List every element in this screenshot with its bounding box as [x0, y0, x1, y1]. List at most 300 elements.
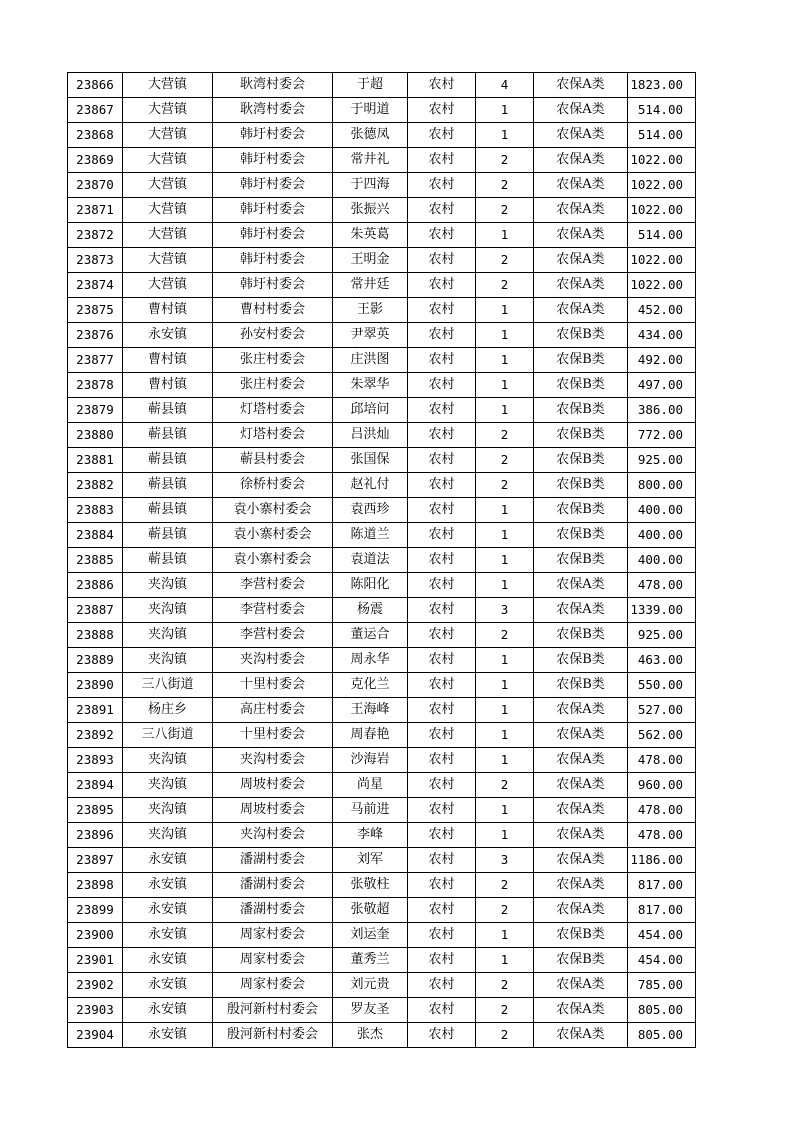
table-row: [68, 248, 696, 273]
records-table-body: [68, 73, 696, 1048]
household-type-cell: 农村: [408, 448, 476, 473]
town-cell: 蕲县镇: [123, 398, 213, 423]
household-type-cell: 农村: [408, 698, 476, 723]
member-count-cell: 1: [476, 323, 534, 348]
insurance-category-cell: 农保B类: [534, 923, 628, 948]
insurance-category-cell: 农保A类: [534, 298, 628, 323]
person-name-cell: 尹翠英: [333, 323, 408, 348]
record-id-cell: 23892: [68, 723, 123, 748]
amount-cell: 478.00: [628, 823, 696, 848]
member-count-cell: 1: [476, 523, 534, 548]
member-count-cell: 2: [476, 1023, 534, 1048]
amount-cell: 785.00: [628, 973, 696, 998]
village-committee-cell: 韩圩村委会: [213, 248, 333, 273]
village-committee-cell: 曹村村委会: [213, 298, 333, 323]
member-count-cell: 1: [476, 823, 534, 848]
table-row: [68, 848, 696, 873]
record-id-cell: 23889: [68, 648, 123, 673]
amount-cell: 805.00: [628, 1023, 696, 1048]
amount-cell: 1022.00: [628, 273, 696, 298]
amount-cell: 454.00: [628, 923, 696, 948]
record-id-cell: 23901: [68, 948, 123, 973]
member-count-cell: 1: [476, 648, 534, 673]
insurance-category-cell: 农保A类: [534, 998, 628, 1023]
record-id-cell: 23898: [68, 873, 123, 898]
amount-cell: 514.00: [628, 123, 696, 148]
household-type-cell: 农村: [408, 923, 476, 948]
insurance-category-cell: 农保B类: [534, 673, 628, 698]
town-cell: 大营镇: [123, 173, 213, 198]
person-name-cell: 陈阳化: [333, 573, 408, 598]
village-committee-cell: 韩圩村委会: [213, 273, 333, 298]
amount-cell: 478.00: [628, 798, 696, 823]
amount-cell: 400.00: [628, 523, 696, 548]
town-cell: 曹村镇: [123, 298, 213, 323]
insurance-category-cell: 农保A类: [534, 598, 628, 623]
town-cell: 永安镇: [123, 848, 213, 873]
person-name-cell: 周永华: [333, 648, 408, 673]
amount-cell: 1022.00: [628, 148, 696, 173]
person-name-cell: 袁西珍: [333, 498, 408, 523]
village-committee-cell: 夹沟村委会: [213, 648, 333, 673]
record-id-cell: 23897: [68, 848, 123, 873]
town-cell: 大营镇: [123, 73, 213, 98]
household-type-cell: 农村: [408, 398, 476, 423]
record-id-cell: 23903: [68, 998, 123, 1023]
town-cell: 蕲县镇: [123, 498, 213, 523]
table-row: [68, 823, 696, 848]
household-type-cell: 农村: [408, 998, 476, 1023]
member-count-cell: 1: [476, 923, 534, 948]
town-cell: 曹村镇: [123, 373, 213, 398]
amount-cell: 960.00: [628, 773, 696, 798]
insurance-category-cell: 农保B类: [534, 948, 628, 973]
town-cell: 永安镇: [123, 323, 213, 348]
village-committee-cell: 李营村委会: [213, 598, 333, 623]
insurance-category-cell: 农保B类: [534, 623, 628, 648]
table-row: [68, 548, 696, 573]
household-type-cell: 农村: [408, 373, 476, 398]
village-committee-cell: 周坡村委会: [213, 773, 333, 798]
town-cell: 大营镇: [123, 248, 213, 273]
amount-cell: 1186.00: [628, 848, 696, 873]
village-committee-cell: 韩圩村委会: [213, 198, 333, 223]
amount-cell: 400.00: [628, 548, 696, 573]
town-cell: 蕲县镇: [123, 423, 213, 448]
member-count-cell: 1: [476, 123, 534, 148]
person-name-cell: 张敬超: [333, 898, 408, 923]
household-type-cell: 农村: [408, 323, 476, 348]
member-count-cell: 2: [476, 623, 534, 648]
amount-cell: 514.00: [628, 98, 696, 123]
household-type-cell: 农村: [408, 573, 476, 598]
table-row: [68, 698, 696, 723]
village-committee-cell: 十里村委会: [213, 723, 333, 748]
amount-cell: 925.00: [628, 448, 696, 473]
amount-cell: 1022.00: [628, 248, 696, 273]
record-id-cell: 23888: [68, 623, 123, 648]
person-name-cell: 周春艳: [333, 723, 408, 748]
insurance-category-cell: 农保A类: [534, 1023, 628, 1048]
person-name-cell: 李峰: [333, 823, 408, 848]
insurance-category-cell: 农保B类: [534, 548, 628, 573]
village-committee-cell: 周家村委会: [213, 948, 333, 973]
village-committee-cell: 徐桥村委会: [213, 473, 333, 498]
record-id-cell: 23874: [68, 273, 123, 298]
record-id-cell: 23870: [68, 173, 123, 198]
amount-cell: 1022.00: [628, 198, 696, 223]
table-row: [68, 973, 696, 998]
table-row: [68, 373, 696, 398]
insurance-category-cell: 农保A类: [534, 248, 628, 273]
insurance-category-cell: 农保B类: [534, 323, 628, 348]
person-name-cell: 马前进: [333, 798, 408, 823]
amount-cell: 386.00: [628, 398, 696, 423]
member-count-cell: 4: [476, 73, 534, 98]
insurance-category-cell: 农保A类: [534, 198, 628, 223]
record-id-cell: 23900: [68, 923, 123, 948]
household-type-cell: 农村: [408, 423, 476, 448]
insurance-category-cell: 农保A类: [534, 223, 628, 248]
insurance-category-cell: 农保B类: [534, 373, 628, 398]
amount-cell: 800.00: [628, 473, 696, 498]
member-count-cell: 3: [476, 848, 534, 873]
household-type-cell: 农村: [408, 873, 476, 898]
town-cell: 夹沟镇: [123, 573, 213, 598]
village-committee-cell: 潘湖村委会: [213, 873, 333, 898]
amount-cell: 817.00: [628, 873, 696, 898]
person-name-cell: 于四海: [333, 173, 408, 198]
insurance-category-cell: 农保A类: [534, 798, 628, 823]
member-count-cell: 2: [476, 473, 534, 498]
record-id-cell: 23895: [68, 798, 123, 823]
member-count-cell: 2: [476, 448, 534, 473]
record-id-cell: 23868: [68, 123, 123, 148]
member-count-cell: 1: [476, 348, 534, 373]
member-count-cell: 2: [476, 873, 534, 898]
insurance-category-cell: 农保B类: [534, 423, 628, 448]
town-cell: 蕲县镇: [123, 523, 213, 548]
table-row: [68, 948, 696, 973]
household-type-cell: 农村: [408, 623, 476, 648]
table-row: [68, 98, 696, 123]
insurance-category-cell: 农保B类: [534, 398, 628, 423]
amount-cell: 400.00: [628, 498, 696, 523]
household-type-cell: 农村: [408, 973, 476, 998]
table-row: [68, 398, 696, 423]
member-count-cell: 1: [476, 223, 534, 248]
insurance-category-cell: 农保B类: [534, 448, 628, 473]
table-row: [68, 923, 696, 948]
insurance-category-cell: 农保A类: [534, 973, 628, 998]
person-name-cell: 袁道法: [333, 548, 408, 573]
person-name-cell: 王影: [333, 298, 408, 323]
town-cell: 永安镇: [123, 923, 213, 948]
record-id-cell: 23869: [68, 148, 123, 173]
village-committee-cell: 张庄村委会: [213, 348, 333, 373]
member-count-cell: 1: [476, 573, 534, 598]
person-name-cell: 刘军: [333, 848, 408, 873]
amount-cell: 817.00: [628, 898, 696, 923]
village-committee-cell: 灯塔村委会: [213, 423, 333, 448]
town-cell: 永安镇: [123, 998, 213, 1023]
town-cell: 夹沟镇: [123, 598, 213, 623]
person-name-cell: 尚星: [333, 773, 408, 798]
person-name-cell: 克化兰: [333, 673, 408, 698]
member-count-cell: 1: [476, 673, 534, 698]
household-type-cell: 农村: [408, 673, 476, 698]
village-committee-cell: 蕲县村委会: [213, 448, 333, 473]
member-count-cell: 2: [476, 198, 534, 223]
insurance-category-cell: 农保A类: [534, 748, 628, 773]
insurance-category-cell: 农保A类: [534, 148, 628, 173]
amount-cell: 514.00: [628, 223, 696, 248]
record-id-cell: 23886: [68, 573, 123, 598]
town-cell: 蕲县镇: [123, 473, 213, 498]
table-row: [68, 648, 696, 673]
table-row: [68, 323, 696, 348]
town-cell: 夹沟镇: [123, 648, 213, 673]
household-type-cell: 农村: [408, 898, 476, 923]
person-name-cell: 赵礼付: [333, 473, 408, 498]
table-row: [68, 523, 696, 548]
amount-cell: 562.00: [628, 723, 696, 748]
table-row: [68, 898, 696, 923]
person-name-cell: 王海峰: [333, 698, 408, 723]
record-id-cell: 23885: [68, 548, 123, 573]
member-count-cell: 1: [476, 798, 534, 823]
household-type-cell: 农村: [408, 748, 476, 773]
person-name-cell: 刘元贵: [333, 973, 408, 998]
household-type-cell: 农村: [408, 648, 476, 673]
village-committee-cell: 张庄村委会: [213, 373, 333, 398]
table-row: [68, 273, 696, 298]
record-id-cell: 23871: [68, 198, 123, 223]
household-type-cell: 农村: [408, 273, 476, 298]
record-id-cell: 23876: [68, 323, 123, 348]
member-count-cell: 1: [476, 698, 534, 723]
town-cell: 夹沟镇: [123, 773, 213, 798]
person-name-cell: 张国保: [333, 448, 408, 473]
village-committee-cell: 李营村委会: [213, 573, 333, 598]
person-name-cell: 张振兴: [333, 198, 408, 223]
insurance-category-cell: 农保B类: [534, 348, 628, 373]
household-type-cell: 农村: [408, 823, 476, 848]
record-id-cell: 23873: [68, 248, 123, 273]
village-committee-cell: 灯塔村委会: [213, 398, 333, 423]
household-type-cell: 农村: [408, 1023, 476, 1048]
person-name-cell: 杨震: [333, 598, 408, 623]
table-row: [68, 748, 696, 773]
person-name-cell: 常井礼: [333, 148, 408, 173]
record-id-cell: 23867: [68, 98, 123, 123]
town-cell: 夹沟镇: [123, 748, 213, 773]
amount-cell: 550.00: [628, 673, 696, 698]
record-id-cell: 23890: [68, 673, 123, 698]
table-row: [68, 723, 696, 748]
household-type-cell: 农村: [408, 123, 476, 148]
record-id-cell: 23879: [68, 398, 123, 423]
record-id-cell: 23866: [68, 73, 123, 98]
town-cell: 永安镇: [123, 873, 213, 898]
town-cell: 永安镇: [123, 898, 213, 923]
table-row: [68, 473, 696, 498]
person-name-cell: 罗友圣: [333, 998, 408, 1023]
member-count-cell: 1: [476, 373, 534, 398]
member-count-cell: 1: [476, 398, 534, 423]
village-committee-cell: 夹沟村委会: [213, 748, 333, 773]
village-committee-cell: 韩圩村委会: [213, 123, 333, 148]
record-id-cell: 23875: [68, 298, 123, 323]
village-committee-cell: 李营村委会: [213, 623, 333, 648]
table-row: [68, 223, 696, 248]
village-committee-cell: 十里村委会: [213, 673, 333, 698]
table-row: [68, 198, 696, 223]
person-name-cell: 庄洪图: [333, 348, 408, 373]
member-count-cell: 2: [476, 898, 534, 923]
record-id-cell: 23882: [68, 473, 123, 498]
village-committee-cell: 夹沟村委会: [213, 823, 333, 848]
table-row: [68, 873, 696, 898]
town-cell: 大营镇: [123, 148, 213, 173]
village-committee-cell: 韩圩村委会: [213, 148, 333, 173]
household-type-cell: 农村: [408, 948, 476, 973]
member-count-cell: 1: [476, 498, 534, 523]
person-name-cell: 董运合: [333, 623, 408, 648]
person-name-cell: 吕洪灿: [333, 423, 408, 448]
person-name-cell: 于超: [333, 73, 408, 98]
member-count-cell: 3: [476, 598, 534, 623]
insurance-category-cell: 农保A类: [534, 698, 628, 723]
record-id-cell: 23893: [68, 748, 123, 773]
amount-cell: 492.00: [628, 348, 696, 373]
table-row: [68, 348, 696, 373]
record-id-cell: 23902: [68, 973, 123, 998]
town-cell: 永安镇: [123, 973, 213, 998]
table-row: [68, 73, 696, 98]
town-cell: 夹沟镇: [123, 823, 213, 848]
household-type-cell: 农村: [408, 498, 476, 523]
household-type-cell: 农村: [408, 348, 476, 373]
person-name-cell: 王明金: [333, 248, 408, 273]
person-name-cell: 沙海岩: [333, 748, 408, 773]
member-count-cell: 1: [476, 548, 534, 573]
amount-cell: 1823.00: [628, 73, 696, 98]
household-type-cell: 农村: [408, 148, 476, 173]
town-cell: 夹沟镇: [123, 623, 213, 648]
person-name-cell: 刘运奎: [333, 923, 408, 948]
member-count-cell: 1: [476, 298, 534, 323]
village-committee-cell: 周家村委会: [213, 973, 333, 998]
member-count-cell: 1: [476, 948, 534, 973]
town-cell: 永安镇: [123, 1023, 213, 1048]
village-committee-cell: 孙安村委会: [213, 323, 333, 348]
town-cell: 杨庄乡: [123, 698, 213, 723]
table-row: [68, 1023, 696, 1048]
table-row: [68, 573, 696, 598]
village-committee-cell: 袁小寨村委会: [213, 498, 333, 523]
village-committee-cell: 韩圩村委会: [213, 223, 333, 248]
insurance-category-cell: 农保A类: [534, 98, 628, 123]
amount-cell: 1022.00: [628, 173, 696, 198]
member-count-cell: 2: [476, 148, 534, 173]
village-committee-cell: 周家村委会: [213, 923, 333, 948]
person-name-cell: 张德凤: [333, 123, 408, 148]
household-type-cell: 农村: [408, 248, 476, 273]
village-committee-cell: 耿湾村委会: [213, 73, 333, 98]
record-id-cell: 23881: [68, 448, 123, 473]
table-row: [68, 773, 696, 798]
person-name-cell: 张敬柱: [333, 873, 408, 898]
member-count-cell: 1: [476, 723, 534, 748]
household-type-cell: 农村: [408, 473, 476, 498]
household-type-cell: 农村: [408, 848, 476, 873]
table-row: [68, 298, 696, 323]
town-cell: 大营镇: [123, 198, 213, 223]
table-row: [68, 123, 696, 148]
town-cell: 曹村镇: [123, 348, 213, 373]
insurance-category-cell: 农保B类: [534, 648, 628, 673]
household-type-cell: 农村: [408, 548, 476, 573]
insurance-category-cell: 农保B类: [534, 498, 628, 523]
village-committee-cell: 潘湖村委会: [213, 848, 333, 873]
insurance-category-cell: 农保A类: [534, 73, 628, 98]
insurance-category-cell: 农保A类: [534, 898, 628, 923]
insurance-category-cell: 农保A类: [534, 848, 628, 873]
household-type-cell: 农村: [408, 73, 476, 98]
insurance-category-cell: 农保A类: [534, 873, 628, 898]
insurance-category-cell: 农保A类: [534, 723, 628, 748]
record-id-cell: 23894: [68, 773, 123, 798]
records-table: [67, 72, 696, 1048]
household-type-cell: 农村: [408, 723, 476, 748]
household-type-cell: 农村: [408, 598, 476, 623]
member-count-cell: 2: [476, 773, 534, 798]
record-id-cell: 23883: [68, 498, 123, 523]
table-row: [68, 598, 696, 623]
household-type-cell: 农村: [408, 198, 476, 223]
village-committee-cell: 袁小寨村委会: [213, 523, 333, 548]
record-id-cell: 23887: [68, 598, 123, 623]
town-cell: 三八街道: [123, 673, 213, 698]
amount-cell: 805.00: [628, 998, 696, 1023]
insurance-category-cell: 农保A类: [534, 823, 628, 848]
household-type-cell: 农村: [408, 98, 476, 123]
town-cell: 大营镇: [123, 98, 213, 123]
amount-cell: 452.00: [628, 298, 696, 323]
village-committee-cell: 袁小寨村委会: [213, 548, 333, 573]
record-id-cell: 23904: [68, 1023, 123, 1048]
member-count-cell: 2: [476, 173, 534, 198]
town-cell: 蕲县镇: [123, 448, 213, 473]
table-row: [68, 423, 696, 448]
person-name-cell: 邱培问: [333, 398, 408, 423]
household-type-cell: 农村: [408, 173, 476, 198]
village-committee-cell: 耿湾村委会: [213, 98, 333, 123]
insurance-category-cell: 农保A类: [534, 123, 628, 148]
member-count-cell: 2: [476, 273, 534, 298]
record-id-cell: 23880: [68, 423, 123, 448]
person-name-cell: 于明道: [333, 98, 408, 123]
town-cell: 大营镇: [123, 273, 213, 298]
town-cell: 大营镇: [123, 123, 213, 148]
village-committee-cell: 周坡村委会: [213, 798, 333, 823]
village-committee-cell: 韩圩村委会: [213, 173, 333, 198]
amount-cell: 478.00: [628, 573, 696, 598]
table-row: [68, 448, 696, 473]
village-committee-cell: 潘湖村委会: [213, 898, 333, 923]
amount-cell: 463.00: [628, 648, 696, 673]
